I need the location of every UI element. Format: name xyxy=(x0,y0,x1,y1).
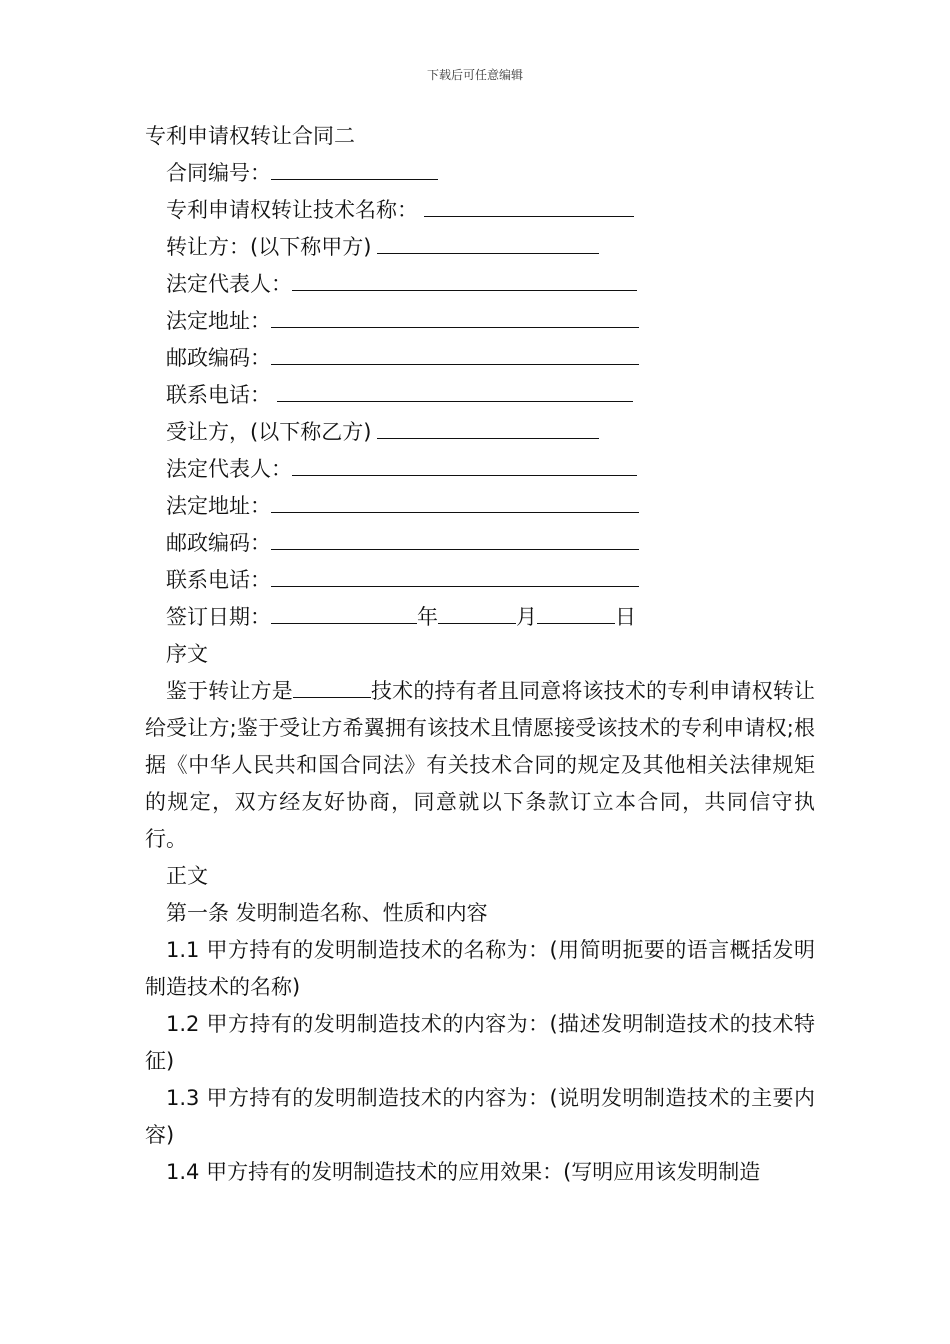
document-title: 专利申请权转让合同二 xyxy=(145,124,355,148)
year-blank xyxy=(271,601,417,624)
tech-name-blank xyxy=(424,194,634,217)
transferee-addr-label: 法定地址： xyxy=(166,494,271,518)
transferor-zip-label: 邮政编码： xyxy=(166,346,271,370)
contract-number-line xyxy=(145,155,815,192)
transferor-tel-line xyxy=(145,377,815,414)
transferee-addr-blank xyxy=(271,490,639,513)
transferor-addr-label: 法定地址： xyxy=(166,309,271,333)
transferee-rep-label: 法定代表人： xyxy=(166,457,292,481)
transferor-zip-blank xyxy=(271,342,639,365)
transferor-addr-blank xyxy=(271,305,639,328)
sign-date-label: 签订日期： xyxy=(166,605,271,629)
transferee-label: 受让方，(以下称乙方) xyxy=(166,420,372,444)
transferee-tel-label: 联系电话： xyxy=(166,568,271,592)
transferor-blank xyxy=(377,231,599,254)
year-label: 年 xyxy=(417,605,438,629)
transferee-rep-line xyxy=(145,451,815,488)
transferee-tel-line xyxy=(145,562,815,599)
transferee-zip-label: 邮政编码： xyxy=(166,531,271,555)
transferor-rep-line xyxy=(145,266,815,303)
tech-name-label: 专利申请权转让技术名称： xyxy=(166,198,418,222)
sign-date-line xyxy=(145,599,815,636)
document-body xyxy=(145,118,815,1191)
contract-number-label: 合同编号： xyxy=(166,161,271,185)
clause-1-4: 1.4 甲方持有的发明制造技术的应用效果：(写明应用该发明制造 xyxy=(166,1160,761,1184)
transferor-tel-blank xyxy=(277,379,633,402)
body-heading: 正文 xyxy=(166,864,208,888)
transferor-rep-blank xyxy=(292,268,637,291)
transferee-addr-line xyxy=(145,488,815,525)
transferee-rep-blank xyxy=(292,453,637,476)
preface-text-rest: 技术的持有者且同意将该技术的专利申请权转让给受让方;鉴于受让方希翼拥有该技术且情愿接受该技术的专利申请权;根据《中华人民共和国合同法》有关技术合同的规定及其他相关法律规矩的规定，双方经友好协商，同意就以下条款订立本合同，共同信守执行。 xyxy=(145,679,815,851)
transferee-tel-blank xyxy=(271,564,639,587)
transferee-zip-line xyxy=(145,525,815,562)
technology-blank xyxy=(293,675,371,698)
preface-paragraph xyxy=(145,673,815,858)
transferor-label: 转让方：(以下称甲方) xyxy=(166,235,372,259)
clause-1-1: 1.1 甲方持有的发明制造技术的名称为：(用简明扼要的语言概括发明制造技术的名称) xyxy=(145,938,815,999)
clause-1-3: 1.3 甲方持有的发明制造技术的内容为：(说明发明制造技术的主要内容) xyxy=(145,1086,815,1147)
transferee-blank xyxy=(377,416,599,439)
month-label: 月 xyxy=(516,605,537,629)
day-blank xyxy=(537,601,615,624)
month-blank xyxy=(438,601,516,624)
preface-text-start: 鉴于转让方是 xyxy=(166,679,293,703)
transferor-zip-line xyxy=(145,340,815,377)
transferor-addr-line xyxy=(145,303,815,340)
day-label: 日 xyxy=(615,605,636,629)
preface-heading: 序文 xyxy=(166,642,208,666)
contract-number-blank xyxy=(271,157,438,180)
header-note: 下载后可任意编辑 xyxy=(426,68,523,82)
tech-name-line xyxy=(145,192,815,229)
clause-1-2: 1.2 甲方持有的发明制造技术的内容为：(描述发明制造技术的技术特征) xyxy=(145,1012,815,1073)
transferor-line xyxy=(145,229,815,266)
transferor-rep-label: 法定代表人： xyxy=(166,272,292,296)
transferee-zip-blank xyxy=(271,527,639,550)
transferor-tel-label: 联系电话： xyxy=(166,383,271,407)
article-1-title: 第一条 发明制造名称、性质和内容 xyxy=(166,901,488,925)
transferee-line xyxy=(145,414,815,451)
